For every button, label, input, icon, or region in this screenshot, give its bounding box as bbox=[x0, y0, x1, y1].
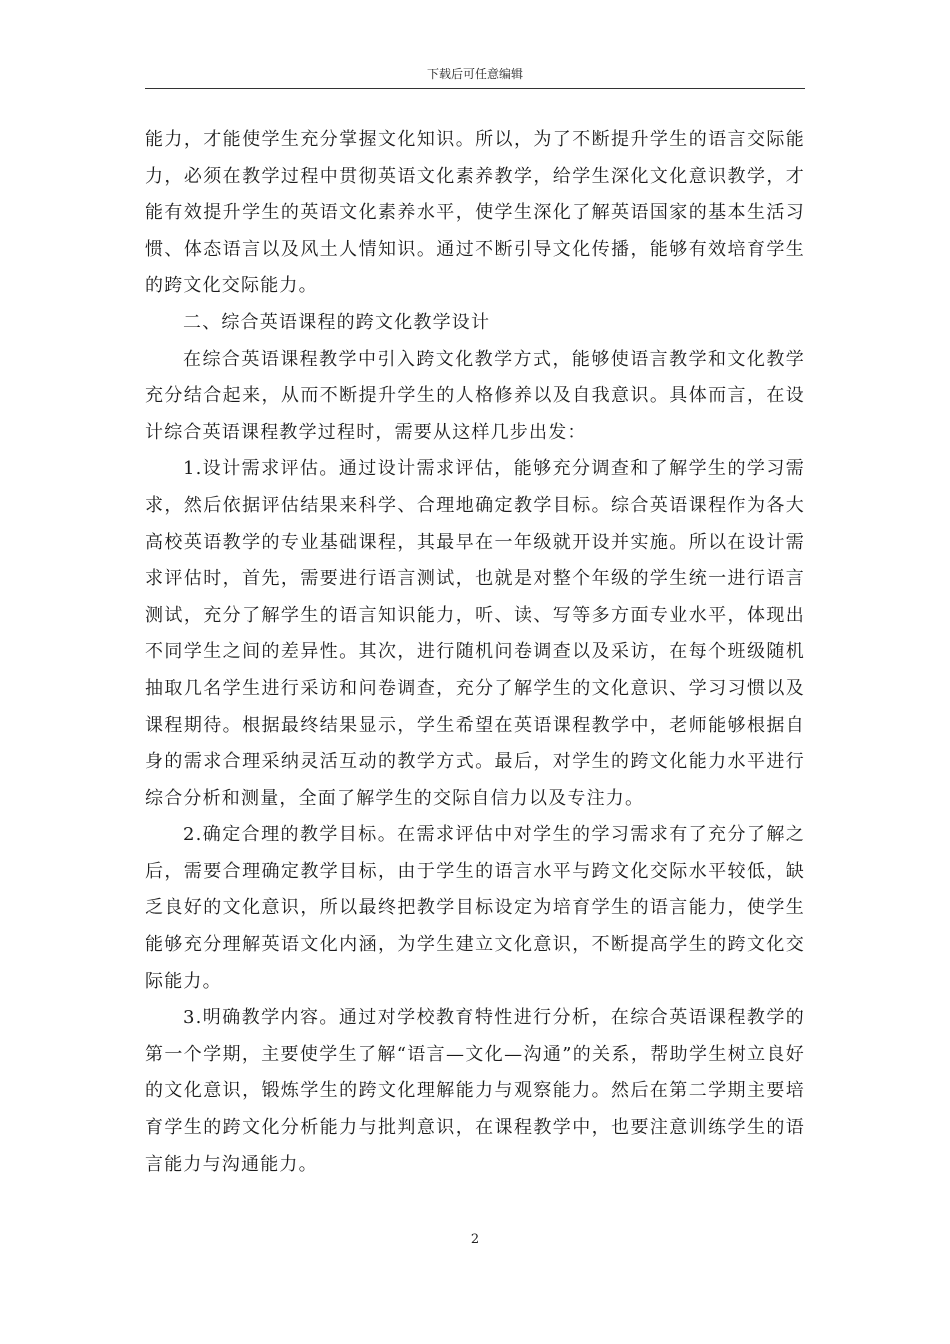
header-divider bbox=[145, 88, 805, 89]
paragraph-step-1: 1.设计需求评估。通过设计需求评估，能够充分调查和了解学生的学习需求，然后依据评估结果来科学、合理地确定教学目标。综合英语课程作为各大高校英语教学的专业基础课程，其最早在一年级就开设并实施。所以在设计需求评估时，首先，需要进行语言测试，也就是对整个年级的学生统一进行语言测试，充分了解学生的语言知识能力，听、读、写等多方面专业水平，体现出不同学生之间的差异性。其次，进行随机问卷调查以及采访，在每个班级随机抽取几名学生进行采访和问卷调查，充分了解学生的文化意识、学习习惯以及课程期待。根据最终结果显示，学生希望在英语课程教学中，老师能够根据自身的需求合理采纳灵活互动的教学方式。最后，对学生的跨文化能力水平进行综合分析和测量，全面了解学生的交际自信力以及专注力。 bbox=[145, 458, 805, 809]
paragraph-step-2: 2.确定合理的教学目标。在需求评估中对学生的学习需求有了充分了解之后，需要合理确定教学目标，由于学生的语言水平与跨文化交际水平较低，缺乏良好的文化意识，所以最终把教学目标设定为培育学生的语言能力，使学生能够充分理解英语文化内涵，为学生建立文化意识，不断提高学生的跨文化交际能力。 bbox=[145, 824, 805, 992]
paragraph-intro: 在综合英语课程教学中引入跨文化教学方式，能够使语言教学和文化教学充分结合起来，从而不断提升学生的人格修养以及自我意识。具体而言，在设计综合英语课程教学过程时，需要从这样几步出发： bbox=[145, 348, 805, 443]
document-body bbox=[145, 122, 805, 1183]
page-header: 下载后可任意编辑 bbox=[426, 67, 523, 81]
paragraph-step-3: 3.明确教学内容。通过对学校教育特性进行分析，在综合英语课程教学的第一个学期，主要使学生了解“语言—文化—沟通”的关系，帮助学生树立良好的文化意识，锻炼学生的跨文化理解能力与观察能力。然后在第二学期主要培育学生的跨文化分析能力与批判意识，在课程教学中，也要注意训练学生的语言能力与沟通能力。 bbox=[145, 1007, 805, 1175]
paragraph-1: 能力，才能使学生充分掌握文化知识。所以，为了不断提升学生的语言交际能力，必须在教学过程中贯彻英语文化素养教学，给学生深化文化意识教学，才能有效提升学生的英语文化素养水平，使学生深化了解英语国家的基本生活习惯、体态语言以及风土人情知识。通过不断引导文化传播，能够有效培育学生的跨文化交际能力。 bbox=[145, 129, 805, 297]
page-number: 2 bbox=[470, 1232, 480, 1247]
section-heading: 二、综合英语课程的跨文化教学设计 bbox=[183, 311, 491, 333]
